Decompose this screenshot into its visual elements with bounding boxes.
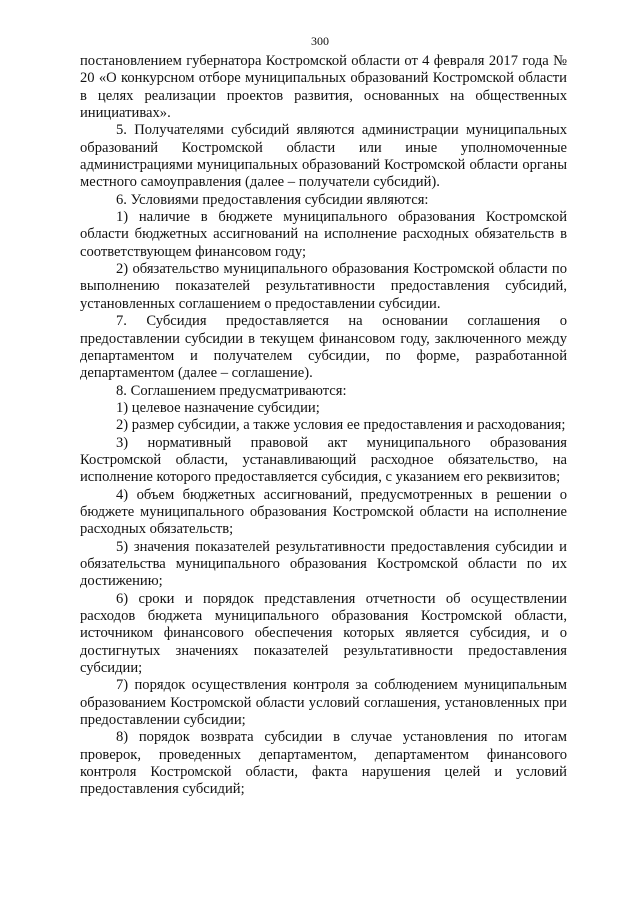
paragraph-clause-8-item-4: 4) объем бюджетных ассигнований, предусмотренных в решении о бюджете муниципального образования Костромской области на исполнение расходных обязательств; xyxy=(80,486,567,538)
paragraph-clause-8-item-8: 8) порядок возврата субсидии в случае установления по итогам проверок, проведенных департаментом, департаментом финансового контроля Костромской области, факта нарушения целей и условий предоставления субсидий; xyxy=(80,729,567,798)
paragraph-clause-6: 6. Условиями предоставления субсидии являются: xyxy=(116,191,429,208)
paragraph-continuation: постановлением губернатора Костромской области от 4 февраля 2017 года № 20 «О конкурсном отборе муниципальных образований Костромской области в целях реализации проектов развития, основанных на общественных инициативах». xyxy=(80,53,567,122)
paragraph-clause-8-item-1: 1) целевое назначение субсидии; xyxy=(116,399,320,416)
document-body xyxy=(80,53,567,799)
paragraph-clause-8-item-3: 3) нормативный правовой акт муниципального образования Костромской области, устанавливающий расходное обязательство, на исполнение которого предоставляется субсидия, с указанием его реквизитов; xyxy=(80,434,567,486)
page-number: 300 xyxy=(311,34,329,48)
paragraph-clause-6-item-2: 2) обязательство муниципального образования Костромской области по выполнению показателей результативности предоставления субсидий, установленных соглашением о предоставлении субсидии. xyxy=(80,261,567,312)
paragraph-clause-8-item-2: 2) размер субсидии, а также условия ее предоставления и расходования; xyxy=(116,417,566,434)
paragraph-clause-6-item-1: 1) наличие в бюджете муниципального образования Костромской области бюджетных ассигнований на исполнение расходных обязательств в соответствующем финансовом году; xyxy=(80,209,567,260)
paragraph-clause-5: 5. Получателями субсидий являются администрации муниципальных образований Костромской области или иные уполномоченные администрациями муниципальных образований Костромской области органы местного самоуправления (далее – получатели субсидий). xyxy=(80,122,567,191)
paragraph-clause-8-item-7: 7) порядок осуществления контроля за соблюдением муниципальным образованием Костромской области условий соглашения, установленных при предоставлении субсидии; xyxy=(80,677,567,729)
paragraph-clause-8: 8. Соглашением предусматриваются: xyxy=(116,382,347,399)
paragraph-clause-8-item-5: 5) значения показателей результативности предоставления субсидии и обязательства муниципального образования Костромской области по их достижению; xyxy=(80,538,567,590)
paragraph-clause-7: 7. Субсидия предоставляется на основании соглашения о предоставлении субсидии в текущем финансовом году, заключенного между департаментом и получателем субсидии, по форме, разработанной департаментом (далее – соглашение). xyxy=(80,313,567,382)
paragraph-clause-8-item-6: 6) сроки и порядок представления отчетности об осуществлении расходов бюджета муниципального образования Костромской области, источником финансового обеспечения которых является субсидия, и о достигнутых значениях показателей результативности предоставления субсидии; xyxy=(80,590,567,677)
